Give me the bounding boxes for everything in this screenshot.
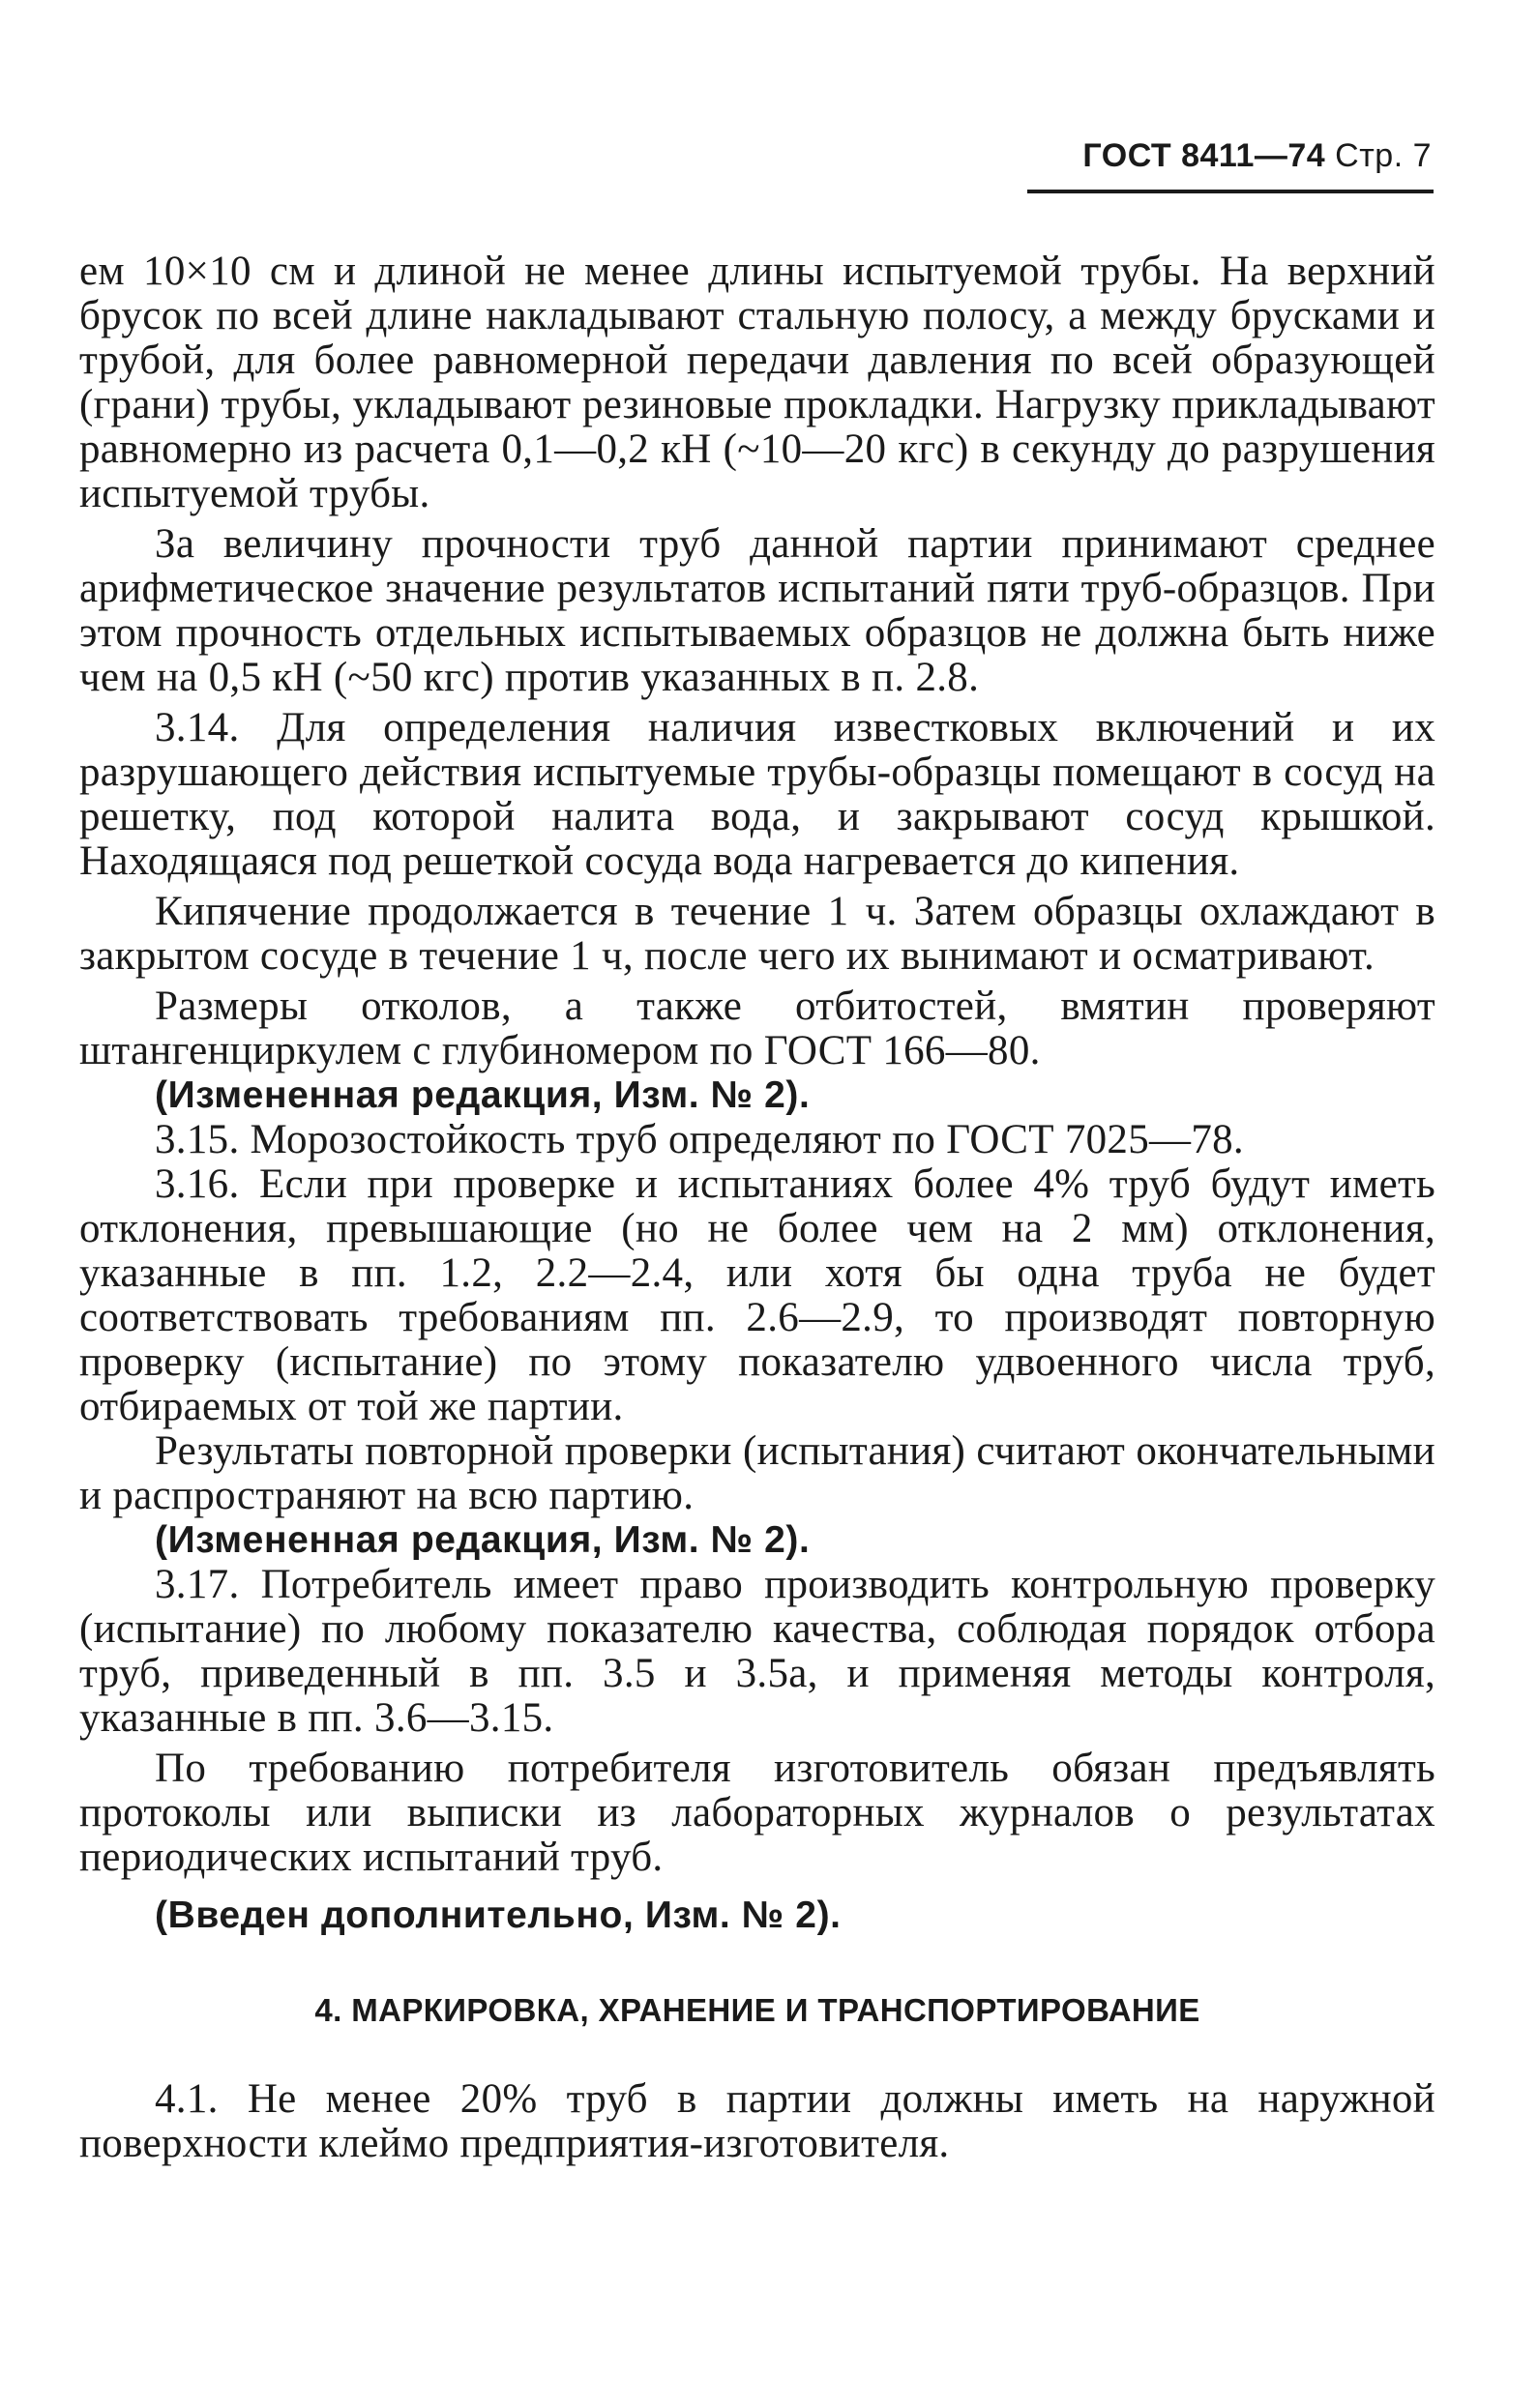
paragraph-continuation: ем 10×10 см и длиной не менее длины испытуемой трубы. На верхний брусок по всей длине накладывают стальную полосу, а между брусками и трубой, для более равномерной передачи давления по всей образующей (грани) трубы, укладывают резиновые прокладки. Нагрузку прикладывают равномерно из расчета 0,1—0,2 кН (~10—20 кгс) в секунду до разрушения испытуемой трубы. xyxy=(79,249,1435,516)
amendment-note: (Измененная редакция, Изм. № 2). xyxy=(155,1074,811,1116)
header-rule xyxy=(1027,190,1434,193)
paragraph-retest-results: Результаты повторной проверки (испытания) считают окончательными и распространяют на всю партию. xyxy=(79,1428,1435,1518)
paragraph-strength-average: За величину прочности труб данной партии принимают среднее арифметическое значение результатов испытаний пяти труб-образцов. При этом прочность отдельных испытываемых образцов не должна быть ниже чем на 0,5 кН (~50 кгс) против указанных в п. 2.8. xyxy=(79,521,1435,700)
paragraph-3-17: 3.17. Потребитель имеет право производить контрольную проверку (испытание) по любому показателю качества, соблюдая порядок отбора труб, приведенный в пп. 3.5 и 3.5а, и применяя методы контроля, указанные в пп. 3.6—3.15. xyxy=(79,1562,1435,1741)
paragraph-3-14: 3.14. Для определения наличия известковых включений и их разрушающего действия испытуемые трубы-образцы помещают в сосуд на решетку, под которой налита вода, и закрывают сосуд крышкой. Находящаяся под решеткой сосуда вода нагревается до кипения. xyxy=(79,705,1435,884)
page-header xyxy=(1025,137,1432,175)
paragraph-chips-measure: Размеры отколов, а также отбитостей, вмятин проверяют штангенциркулем с глубиномером по ГОСТ 166—80. xyxy=(79,984,1435,1073)
paragraph-4-1: 4.1. Не менее 20% труб в партии должны иметь на наружной поверхности клеймо предприятия-изготовителя. xyxy=(79,2076,1435,2166)
amendment-note: (Введен дополнительно, Изм. № 2). xyxy=(155,1894,842,1936)
section-4-title: 4. МАРКИРОВКА, ХРАНЕНИЕ И ТРАНСПОРТИРОВАНИЕ xyxy=(314,1992,1200,2028)
document-body xyxy=(79,250,1435,2166)
paragraph-protocols: По требованию потребителя изготовитель обязан предъявлять протоколы или выписки из лабораторных журналов о результатах периодических испытаний труб. xyxy=(79,1746,1435,1880)
paragraph-3-15: 3.15. Морозостойкость труб определяют по ГОСТ 7025—78. xyxy=(155,1117,1244,1162)
paragraph-boiling: Кипячение продолжается в течение 1 ч. Затем образцы охлаждают в закрытом сосуде в течение 1 ч, после чего их вынимают и осматривают. xyxy=(79,889,1435,979)
amendment-note: (Измененная редакция, Изм. № 2). xyxy=(155,1519,811,1561)
paragraph-3-16: 3.16. Если при проверке и испытаниях более 4% труб будут иметь отклонения, превышающие (но не более чем на 2 мм) отклонения, указанные в пп. 1.2, 2.2—2.4, или хотя бы одна труба не будет соответствовать требованиям пп. 2.6—2.9, то производят повторную проверку (испытание) по этому показателю удвоенного числа труб, отбираемых от той же партии. xyxy=(79,1161,1435,1429)
standard-number: ГОСТ 8411—74 xyxy=(1082,137,1326,174)
page-number: Стр. 7 xyxy=(1335,137,1432,174)
